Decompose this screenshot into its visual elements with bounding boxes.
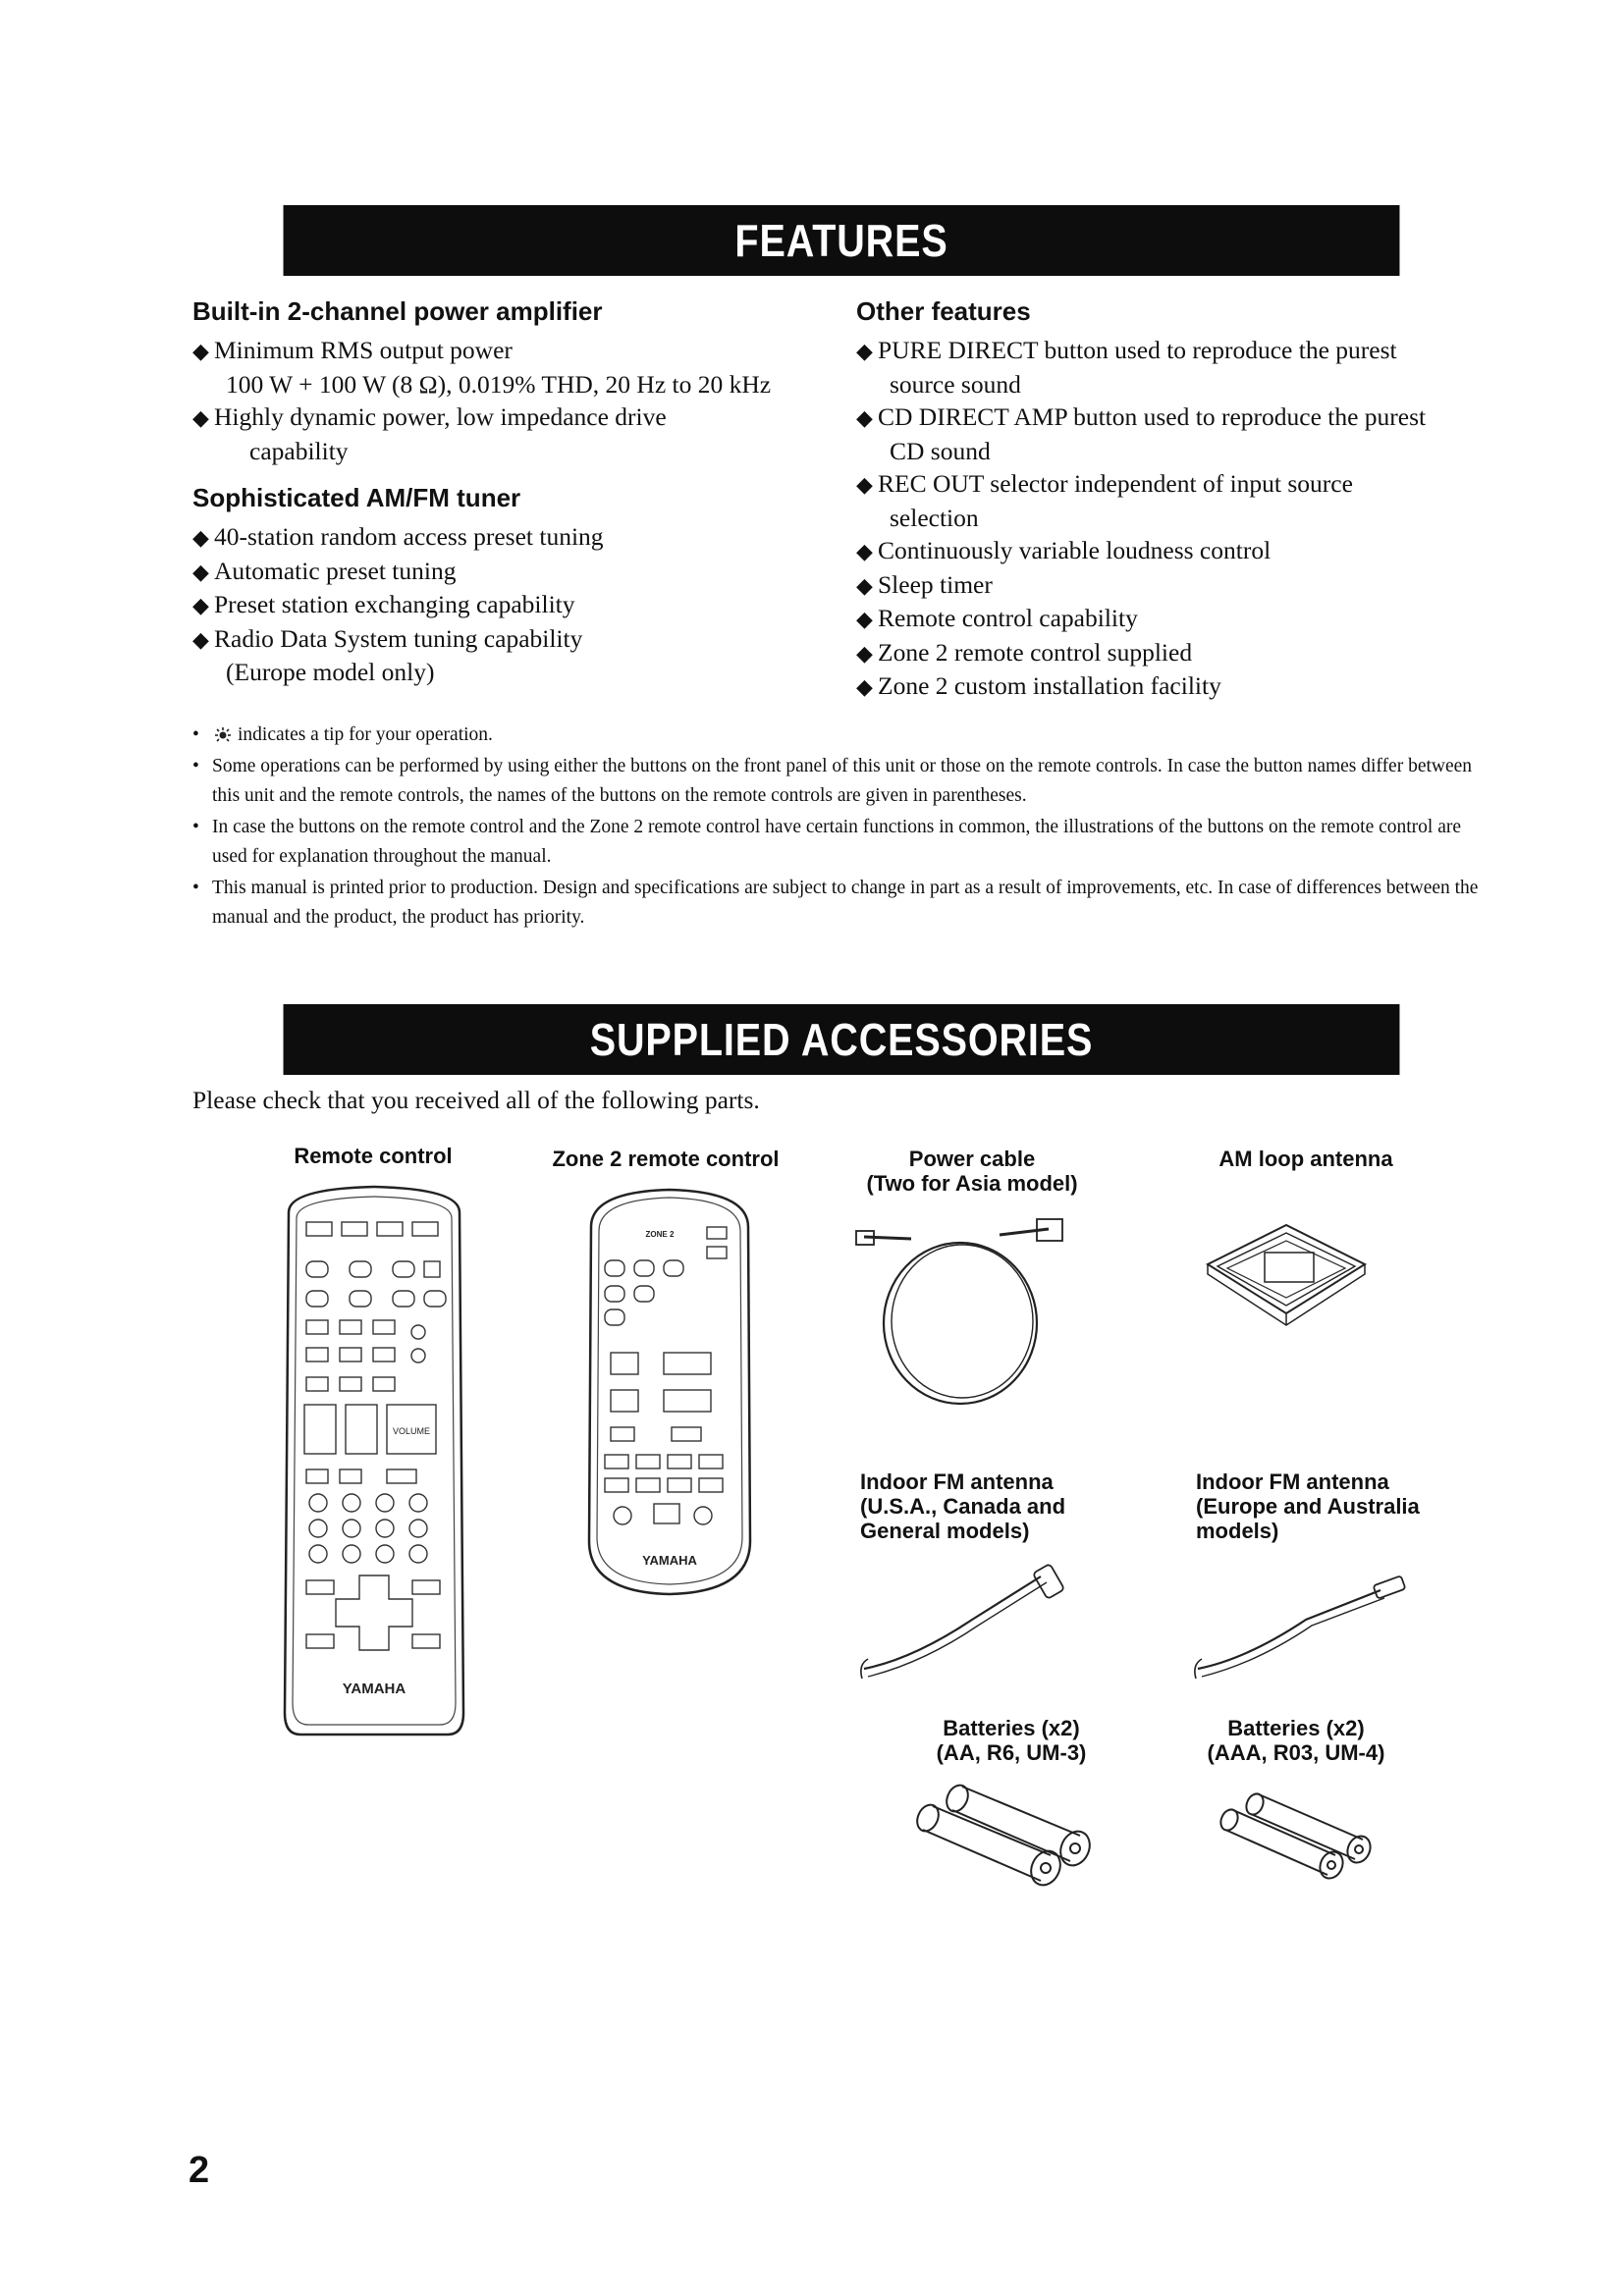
other-features-list [856, 334, 1494, 704]
am-loop-antenna-illustration [1188, 1205, 1384, 1333]
label-zone2-remote: Zone 2 remote control [552, 1147, 780, 1171]
batteries-aaa-illustration [1218, 1777, 1394, 1895]
zone2-remote-illustration [581, 1188, 758, 1596]
notes-list [192, 721, 1498, 934]
list-item: ◆ Continuously variable loudness control [856, 536, 1272, 564]
list-item: ◆ REC OUT selector independent of input source [856, 469, 1353, 498]
label-batteries-aa: Batteries (x2) (AA, R6, UM-3) [936, 1716, 1087, 1765]
features-right-column [856, 294, 1494, 704]
heading-tuner: Sophisticated AM/FM tuner [192, 483, 521, 512]
remote-control-illustration [271, 1183, 477, 1740]
label-fm-antenna-us: Indoor FM antenna (U.S.A., Canada and General models) [860, 1469, 1066, 1543]
label-fm-antenna-eu: Indoor FM antenna (Europe and Australia models) [1196, 1469, 1420, 1543]
accessories-banner [284, 1004, 1400, 1075]
label-remote-control: Remote control [294, 1144, 453, 1168]
zone2-label: ZONE 2 [645, 1230, 675, 1239]
list-item: ◆ Preset station exchanging capability [192, 590, 575, 618]
amplifier-list [192, 334, 840, 467]
list-item: ◆ Sleep timer [856, 569, 993, 599]
note-item: • This manual is printed prior to production. Design and specifications are subject to change in part as a result of improvements, etc. In case of differences between the manual and the product, the product has priority. [192, 874, 1498, 933]
list-item-continuation: source sound [890, 369, 1021, 399]
batteries-aa-illustration [913, 1767, 1110, 1904]
accessories-title: SUPPLIED ACCESSORIES [589, 1014, 1094, 1065]
features-title: FEATURES [734, 215, 948, 266]
list-item: ◆ Remote control capability [856, 604, 1138, 632]
list-item: ◆ PURE DIRECT button used to reproduce the purest [856, 336, 1397, 364]
heading-amplifier: Built-in 2-channel power amplifier [192, 296, 603, 326]
list-item: ◆ Automatic preset tuning [192, 556, 457, 585]
features-banner [284, 205, 1400, 276]
heading-other: Other features [856, 296, 1031, 326]
accessories-intro: Please check that you received all of the following parts. [192, 1086, 760, 1114]
fm-antenna-eu-illustration [1188, 1561, 1414, 1688]
list-item: ◆ Radio Data System tuning capability [192, 623, 583, 653]
list-item-continuation: capability [249, 436, 349, 465]
note-item: • Some operations can be performed by using either the buttons on the front panel of this unit or those on the remote controls. In case the button names differ between this unit and the remote controls, the names of the buttons on the remote controls are given in parentheses. [192, 752, 1498, 811]
tuner-list [192, 520, 840, 689]
zone2-brand-label: YAMAHA [642, 1553, 697, 1568]
page-number: 2 [189, 2150, 210, 2191]
list-item-detail: 100 W + 100 W (8 Ω), 0.019% THD, 20 Hz to 20 kHz [226, 369, 772, 399]
list-item: ◆ Highly dynamic power, low impedance drive [192, 402, 667, 431]
tip-icon [212, 726, 234, 742]
fm-antenna-us-illustration [854, 1561, 1080, 1688]
label-am-loop-antenna: AM loop antenna [1218, 1147, 1393, 1171]
remote-brand-label: YAMAHA [342, 1681, 406, 1697]
features-left-column [192, 294, 840, 689]
list-item-detail: (Europe model only) [226, 658, 435, 686]
list-item-continuation: selection [890, 503, 979, 532]
list-item: ◆ 40-station random access preset tuning [192, 522, 604, 551]
power-cable-illustration [852, 1198, 1068, 1414]
list-item: ◆ Minimum RMS output power [192, 336, 513, 364]
note-item: • In case the buttons on the remote control and the Zone 2 remote control have certain functions in common, the illustrations of the buttons on the remote control are used for explanation throughout the manual. [192, 813, 1498, 872]
list-item: ◆ Zone 2 custom installation facility [856, 671, 1221, 700]
list-item: ◆ CD DIRECT AMP button used to reproduce the purest [856, 402, 1427, 431]
note-item: • indicates a tip for your operation. [192, 721, 1498, 750]
list-item: ◆ Zone 2 remote control supplied [856, 637, 1193, 667]
list-item-continuation: CD sound [890, 436, 991, 465]
label-batteries-aaa: Batteries (x2) (AAA, R03, UM-4) [1207, 1716, 1385, 1765]
label-power-cable: Power cable (Two for Asia model) [866, 1147, 1078, 1196]
remote-volume-label: VOLUME [392, 1426, 431, 1436]
